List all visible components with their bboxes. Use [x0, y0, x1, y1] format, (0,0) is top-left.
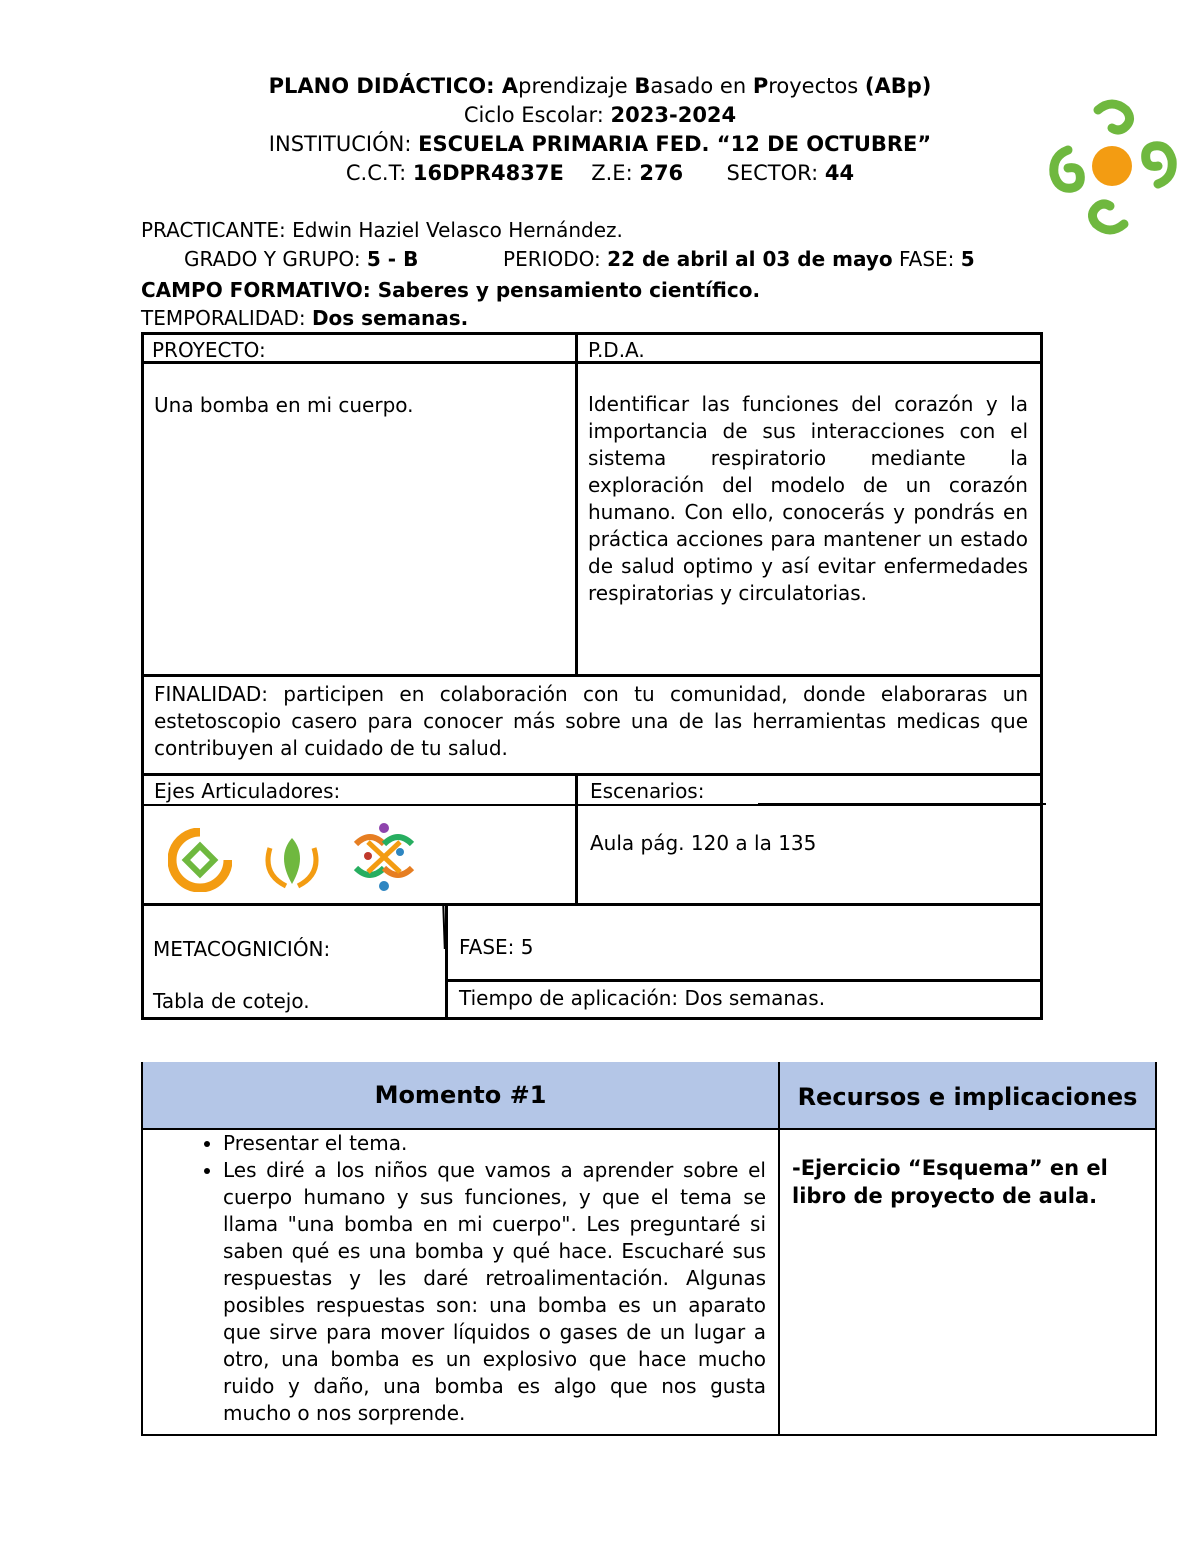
recursos-header: Recursos e implicaciones — [780, 1062, 1155, 1130]
ze-value: 276 — [639, 161, 684, 185]
pda-header: P.D.A. — [578, 335, 1040, 364]
temporalidad-label: TEMPORALIDAD: — [141, 306, 312, 330]
temporalidad-line — [141, 304, 468, 332]
finalidad-cell: FINALIDAD: participen en colaboración con tu comunidad, donde elaboraras un estetoscopio casero para conocer más sobre una de las herramientas medicas que contribuyen al cuidado de tu salud. — [144, 677, 1040, 776]
fase-value: 5 — [960, 247, 975, 271]
list-item: • Presentar el tema. — [223, 1130, 766, 1157]
eje-interculturalidad-icon — [348, 822, 420, 892]
proyecto-header: PROYECTO: — [144, 335, 578, 364]
header-word-3: royectos — [768, 74, 865, 98]
periodo-value: 22 de abril al 03 de mayo — [607, 247, 893, 271]
temporalidad-value: Dos semanas. — [311, 306, 469, 330]
activity-list — [143, 1130, 766, 1427]
header-abbrev: (ABp) — [864, 74, 932, 98]
practicante-line: PRACTICANTE: Edwin Haziel Velasco Hernández. — [141, 218, 623, 242]
metacognicion-cell — [144, 906, 448, 1017]
tabla-cotejo: Tabla de cotejo. — [153, 989, 310, 1013]
stray-line — [758, 803, 1046, 805]
header-word-2: asado en — [650, 74, 753, 98]
grado-label: GRADO Y GRUPO: — [184, 247, 367, 271]
escenarios-header: Escenarios: — [578, 776, 1040, 806]
cct-label: C.C.T: — [345, 161, 413, 185]
sector-label: SECTOR: — [726, 161, 825, 185]
grado-periodo-line — [184, 245, 975, 273]
ciclo-value: 2023-2024 — [610, 103, 737, 127]
header-line-2 — [0, 101, 1200, 129]
list-item: • Les diré a los niños que vamos a aprender sobre el cuerpo humano y sus funciones, y que el tema se llama "una bomba en mi cuerpo". Les preguntaré si saben qué es una bomba y qué hace. Escucharé sus respuestas y les daré retroalimentación. Algunas posibles respuestas son: una bomba es un aparato que sirve para mover líquidos o gases de un lugar a otro, una bomba es un explosivo que hace mucho ruido y daño, una bomba es algo que nos gusta mucho o nos sorprende. — [223, 1157, 766, 1427]
eje-inclusion-icon — [168, 828, 232, 892]
header-line-1 — [0, 72, 1200, 100]
header-line-4 — [0, 159, 1200, 187]
header-letter-b: B — [634, 74, 651, 98]
periodo-label: PERIODO: — [503, 247, 608, 271]
institucion-value: ESCUELA PRIMARIA FED. “12 DE OCTUBRE” — [418, 132, 932, 156]
momento-content — [143, 1130, 780, 1434]
institucion-label: INSTITUCIÓN: — [268, 132, 419, 156]
header-word-1: prendizaje — [518, 74, 635, 98]
escenarios-cell: Aula pág. 120 a la 135 — [578, 806, 1040, 906]
ejes-header: Ejes Articuladores: — [144, 776, 578, 806]
header-line-3 — [0, 130, 1200, 158]
momento-table — [141, 1062, 1157, 1436]
ze-label: Z.E: — [591, 161, 640, 185]
tiempo-cell: Tiempo de aplicación: Dos semanas. — [459, 986, 826, 1010]
ciclo-label: Ciclo Escolar: — [463, 103, 611, 127]
grado-value: 5 - B — [366, 247, 419, 271]
school-logo-icon — [1040, 88, 1185, 238]
sector-value: 44 — [824, 161, 855, 185]
momento-header: Momento #1 — [143, 1062, 780, 1130]
header-letter-a: A — [501, 74, 519, 98]
fase-cell: FASE: 5 — [448, 906, 1040, 982]
metacognicion-label: METACOGNICIÓN: — [153, 937, 331, 961]
eje-vida-saludable-icon — [260, 828, 324, 892]
campo-formativo: CAMPO FORMATIVO: Saberes y pensamiento científico. — [141, 278, 761, 302]
fase-label: FASE: — [892, 247, 961, 271]
ejes-icons-cell — [144, 806, 578, 906]
header-title-bold: PLANO DIDÁCTICO: — [268, 74, 502, 98]
header-letter-p: P — [752, 74, 769, 98]
recursos-cell: -Ejercicio “Esquema” en el libro de proyecto de aula. — [792, 1156, 1108, 1208]
proyecto-cell: Una bomba en mi cuerpo. — [144, 364, 578, 677]
cct-value: 16DPR4837E — [412, 161, 564, 185]
pda-cell: Identificar las funciones del corazón y la importancia de sus interacciones con el sistema respiratorio mediante la exploración del modelo de un corazón humano. Con ello, conocerás y pondrás en práctica acciones para mantener un estado de salud optimo y así evitar enfermedades respiratorias y circulatorias. — [578, 364, 1040, 677]
